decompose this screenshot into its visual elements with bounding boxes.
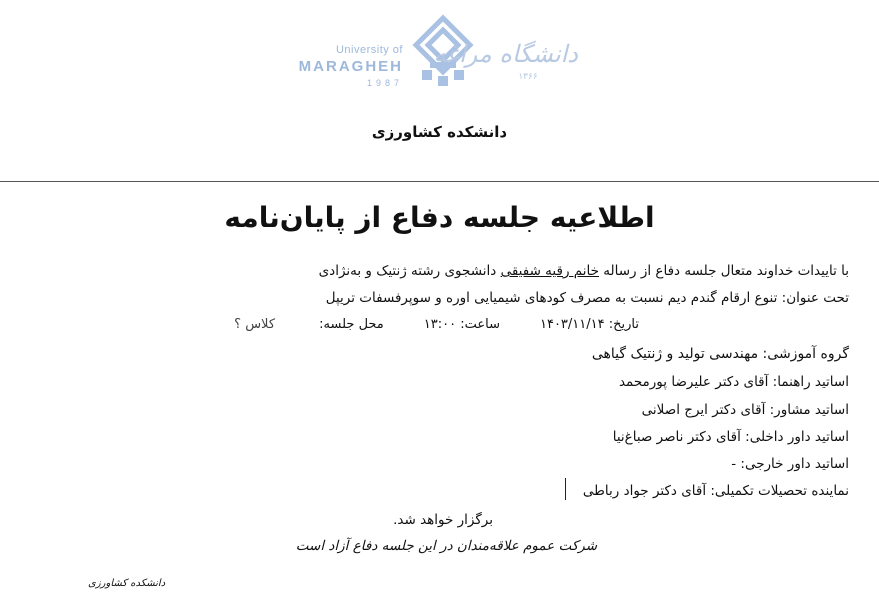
logo-fa-name: دانشگاه مراغه	[433, 40, 578, 68]
notice-title: اطلاعیه جلسه دفاع از پایان‌نامه	[224, 201, 655, 234]
university-logo	[298, 10, 588, 98]
academic-group: گروه آموزشی: مهندسی تولید و ژنتیک گیاهی	[591, 346, 849, 362]
supervisor-line: اساتید راهنما: آقای دکتر علیرضا پورمحمد	[618, 374, 849, 390]
intro-line	[319, 263, 849, 279]
advisor-line: اساتید مشاور: آقای دکتر ایرج اصلانی	[641, 402, 849, 418]
logo-persian-text	[433, 40, 578, 82]
venue-value: کلاس ؟	[234, 317, 276, 332]
held-line: برگزار خواهد شد.	[393, 512, 493, 528]
internal-examiner-line: اساتید داور داخلی: آقای دکتر ناصر صباغ‌نیا	[612, 429, 849, 445]
intro-after: دانشجوی رشته ژنتیک و به‌نژادی	[318, 263, 501, 279]
session-venue	[194, 317, 384, 332]
logo-university-of: University of	[335, 44, 403, 56]
external-examiner-line: اساتید داور خارجی: -	[731, 456, 849, 472]
venue-label: محل جلسه:	[315, 317, 384, 332]
faculty-heading: دانشکده کشاورزی	[371, 123, 508, 141]
intro-before: با تاییدات خداوند متعال جلسه دفاع از رساله	[598, 263, 849, 279]
session-date: تاریخ: ۱۴۰۳/۱۱/۱۴	[539, 317, 639, 332]
invitation-line: شرکت عموم علاقه‌مندان در این جلسه دفاع آزاد است	[295, 538, 597, 554]
logo-english-text	[298, 44, 403, 88]
thesis-topic: تحت عنوان: تنوع ارقام گندم دیم نسبت به مصرف کودهای شیمیایی اوره و سوپرفسفات تریپل	[325, 290, 849, 306]
text-cursor	[565, 478, 566, 500]
faculty-signature: دانشکده کشاورزی	[88, 578, 166, 589]
logo-fa-year: ۱۳۶۶	[518, 72, 538, 82]
session-time: ساعت: ۱۳:۰۰	[423, 317, 500, 332]
logo-maragheh: MARAGHEH	[298, 58, 403, 75]
logo-year-en: 1987	[366, 78, 403, 88]
grad-rep-line[interactable]: نماینده تحصیلات تکمیلی: آقای دکتر جواد رباطی	[582, 483, 849, 499]
session-meta	[154, 317, 639, 332]
student-name: خانم رقیه شفیقی	[500, 263, 599, 279]
header-divider	[0, 181, 879, 182]
